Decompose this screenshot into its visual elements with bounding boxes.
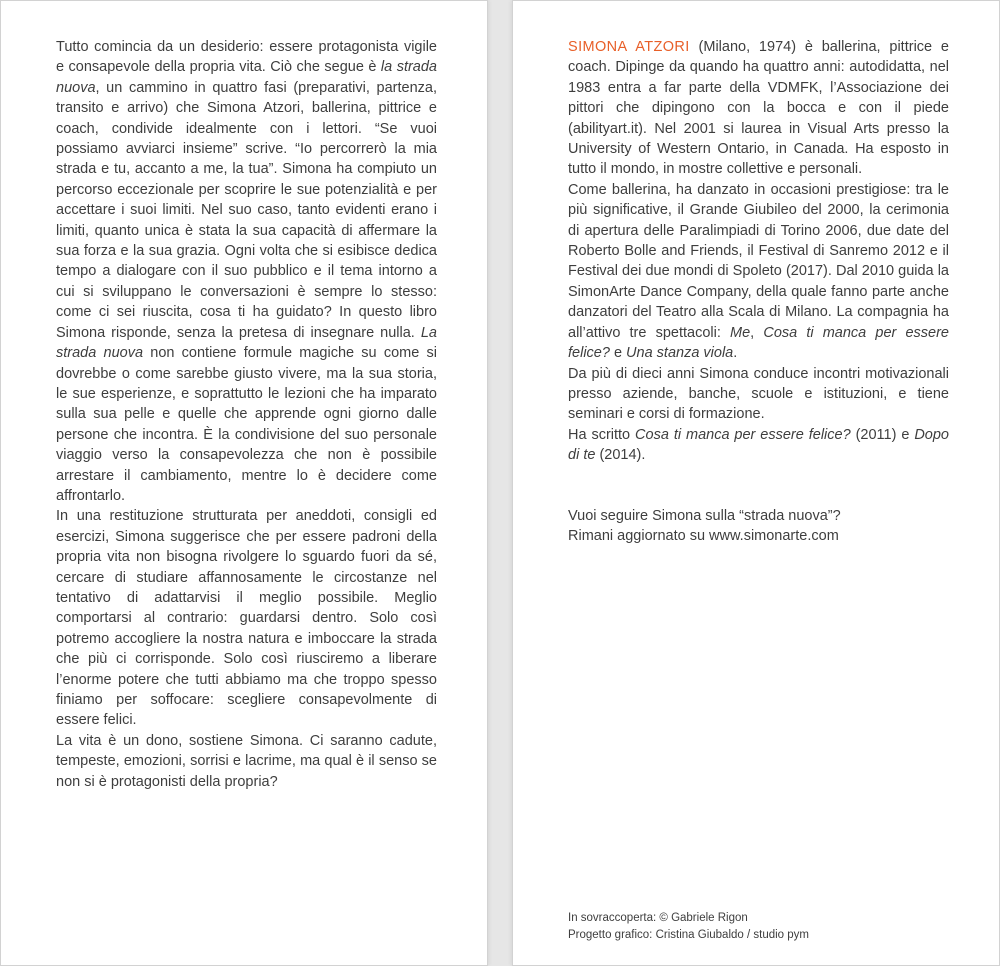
text-segment: Cosa ti manca per essere felice? [635,426,851,443]
text-segment: (2011) e [850,426,915,443]
text-segment: Me [730,324,751,341]
book-description-text [1,1,487,792]
follow-cta [568,506,949,547]
text-segment: Da più di dieci anni Simona conduce incontri motivazionali presso aziende, banche, scuole e istituzioni, e tiene seminari e corsi di formazione. [568,365,949,423]
credits [568,910,809,943]
right-flap [512,0,1000,966]
text-segment: Come ballerina, ha danzato in occasioni prestigiose: tra le più significative, il Grande Giubileo del 2000, la cerimonia di apertura delle Paralimpiadi di Torino 2006, due date del Roberto Bolle and Friends, il Festival di Sanremo 2012 e il Festival dei due mondi di Spoleto (2017). Dal 2010 guida la SimonArte Dance Company, della quale fanno parte anche danzatori del Teatro alla Scala di Milano. La compagnia ha all’attivo tre spettacoli: [568,181,949,341]
text-segment: Ha scritto [568,426,636,443]
text-segment: non contiene formule magiche su come si dovrebbe o come sarebbe giusto vivere, ma la sua storia, le sue esperienze, e soprattutto le lezioni che ha imparato sulla sua pelle e quelle che apprende ogni giorno dalle persone che incontra. È la condivisione del suo personale viaggio verso la consapevolezza che non è possibile arrestare il cambiamento, mentre lo è decidere come affrontarlo. [56,345,437,504]
description-paragraph-1 [56,37,437,506]
text-segment: Una stanza viola [626,345,734,362]
text-segment: (Milano, 1974) è ballerina, pittrice e coach. Dipinge da quando ha quattro anni: autodidatta, nel 1983 entra a far parte della VDMFK, l’Associazione dei pittori che dipingono con la bocca e con il piede (abilityart.it). Nel 2001 si laurea in Visual Arts presso la University of Western Ontario, in Canada. Ha esposto in tutto il mondo, in mostre collettive e personali. [568,39,949,178]
text-segment: , [750,324,764,341]
description-paragraph-3 [56,731,437,792]
credit-line-cover-photo: In sovraccoperta: © Gabriele Rigon [568,912,748,924]
bio-paragraph-4 [568,425,949,466]
text-segment: e [609,345,627,362]
text-segment: (2014). [595,447,646,464]
cta-line-1: Vuoi seguire Simona sulla “strada nuova”? [568,507,841,524]
cta-line-2-website-url: Rimani aggiornato su www.simonarte.com [568,527,839,544]
credit-line-graphic-design: Progetto grafico: Cristina Giubaldo / studio pym [568,928,809,941]
text-segment: Tutto comincia da un desiderio: essere protagonista vigile e consapevole della propria vita. Ciò che segue è [56,39,437,76]
author-name: SIMONA ATZORI [568,39,690,55]
text-segment: , un cammino in quattro fasi (preparativi, partenza, transito e arrivo) che Simona Atzori, ballerina, pittrice e coach, condivide idealmente con i lettori. “Se vuoi possiamo avviarci insieme” scrive. “Io percorrerò la mia strada e tu, accanto a me, la tua”. Simona ha compiuto un percorso eccezionale per scoprire le sue potenzialità e per accettare i suoi limiti. Nel suo caso, tanto evidenti erano i limiti, quanto unica è stata la sua capacità di affermare la sua forza e la sua grazia. Ogni volta che si esibisce dedica tempo a dialogare con il suo pubblico e il tema intorno a cui si sviluppano le conversazioni è sempre lo stesso: come ci sei riuscita, cosa ti ha guidato? In questo libro Simona risponde, senza la pretesa di insegnare nulla. [56,79,437,341]
bio-paragraph-1 [568,37,949,180]
bio-paragraph-2 [568,180,949,364]
text-segment: La strada nuova [56,324,437,362]
left-flap [0,0,488,966]
bio-paragraph-3 [568,364,949,425]
text-segment: Dopo di te [568,426,949,464]
text-segment: La vita è un dono, sostiene Simona. Ci saranno cadute, tempeste, emozioni, sorrisi e lacrime, ma qual è il senso se non si è protagonisti della propria? [56,732,437,790]
text-segment: la strada nuova [56,59,437,96]
text-segment: . [733,345,738,362]
text-segment: Cosa ti manca per essere felice? [568,324,949,362]
author-bio-text [513,1,999,546]
description-paragraph-2 [56,506,437,730]
text-segment: In una restituzione strutturata per aneddoti, consigli ed esercizi, Simona suggerisce che per essere padroni della propria vita non bisogna rivolgere lo sguardo fuori da sé, cercare di studiare affannosamente le circostanze nel tentativo di adattarvisi il meglio possibile. Meglio comportarsi al contrario: guardarsi dentro. Solo così potremo accogliere la nostra natura e imboccare la strada che più ci corrisponde. Solo così riusciremo a liberare l’enorme potere che tutti abbiamo ma che troppo spesso finiamo per soffocare: scegliere consapevolmente di essere felici. [56,508,437,729]
